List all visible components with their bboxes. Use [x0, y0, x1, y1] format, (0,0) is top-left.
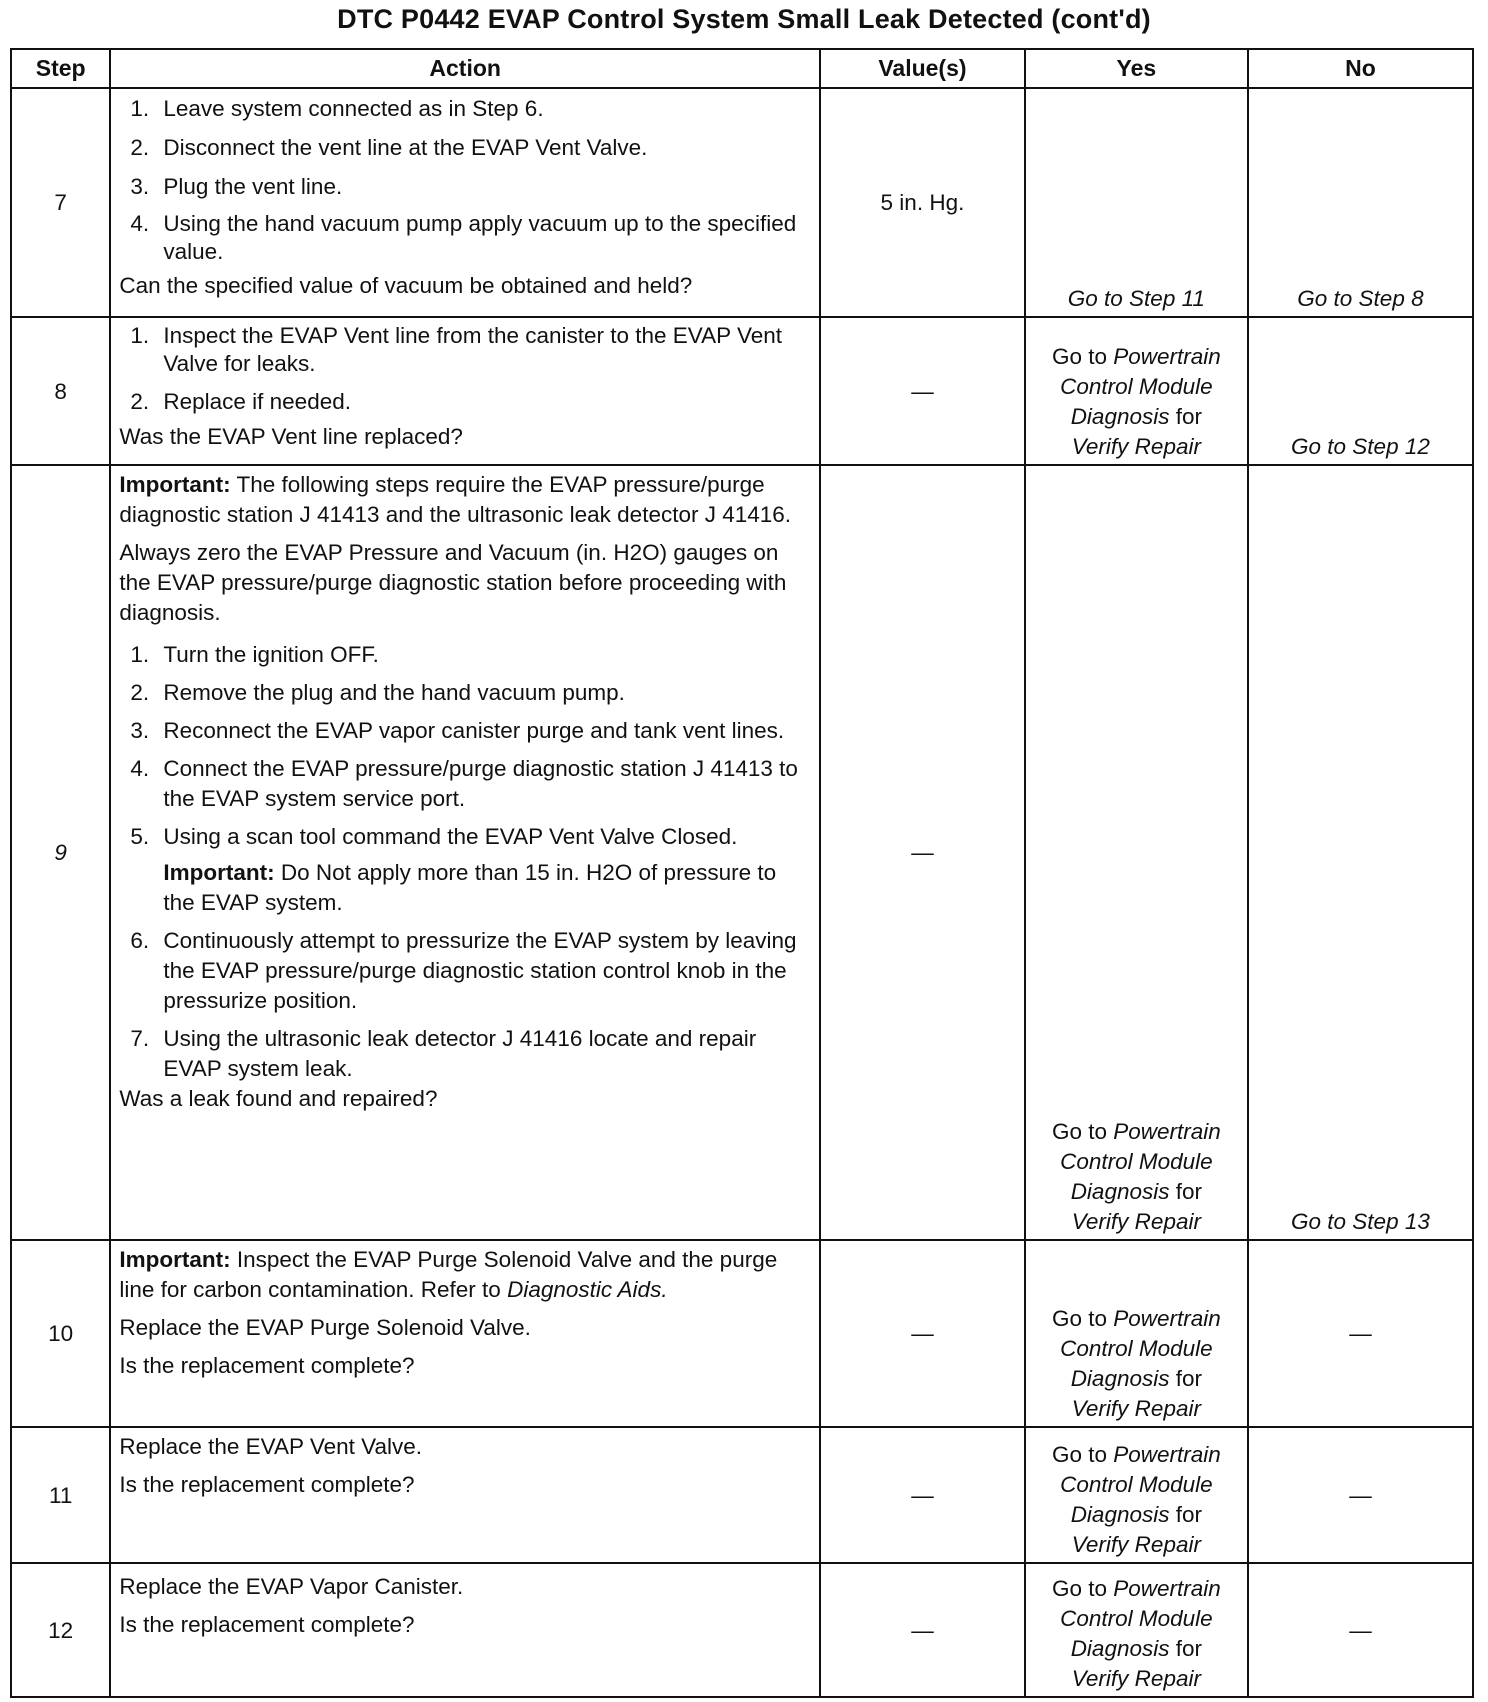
step-number: 8	[11, 317, 110, 465]
ref-link: Diagnosis	[1070, 1636, 1170, 1661]
ref-link: Verify Repair	[1071, 1209, 1201, 1234]
ref-link: Powertrain	[1113, 1119, 1221, 1144]
sub-important-note	[163, 858, 813, 918]
question: Can the specified value of vacuum be obtained and held?	[119, 273, 693, 298]
step-number: 9	[11, 465, 110, 1240]
step-number: 11	[11, 1427, 110, 1563]
yes-cell	[1025, 1427, 1248, 1563]
list-item: 3. Reconnect the EVAP vapor canister purge and tank vent lines.	[155, 716, 813, 746]
page-title: DTC P0442 EVAP Control System Small Leak Detected (cont'd)	[337, 4, 1151, 34]
yes-cell	[1025, 317, 1248, 465]
ref-link: Powertrain	[1113, 1306, 1221, 1331]
list-item: 7. Using the ultrasonic leak detector J 41416 locate and repair EVAP system leak.	[155, 1024, 813, 1084]
go-to: Go to	[1051, 1576, 1107, 1601]
ref-link: Diagnosis	[1070, 1502, 1170, 1527]
list-item: 2. Replace if needed.	[155, 386, 813, 417]
list-item: 1. Leave system connected as in Step 6.	[155, 93, 813, 124]
ref-link: Control Module	[1060, 374, 1213, 399]
question: Is the replacement complete?	[119, 1472, 415, 1497]
header-no: No	[1248, 49, 1473, 88]
go-to: Go to	[1051, 1119, 1107, 1144]
list-item: 2. Remove the plug and the hand vacuum pump.	[155, 678, 813, 708]
ref-link: Verify Repair	[1071, 1396, 1201, 1421]
ref-for: for	[1175, 1502, 1203, 1527]
ref-for: for	[1175, 1636, 1203, 1661]
ref-link: Diagnosis	[1070, 1179, 1170, 1204]
important-text: Inspect the EVAP Purge Solenoid Valve and the purge line for carbon contamination. Refer to	[119, 1247, 778, 1302]
action-list	[119, 640, 813, 1084]
yes-cell	[1025, 1563, 1248, 1697]
question: Is the replacement complete?	[119, 1612, 415, 1637]
question: Was the EVAP Vent line replaced?	[119, 424, 463, 449]
ref-link: Control Module	[1060, 1606, 1213, 1631]
ref-link: Verify Repair	[1071, 434, 1201, 459]
action-cell	[110, 465, 820, 1240]
note: Always zero the EVAP Pressure and Vacuum (in. H2O) gauges on the EVAP pressure/purge diagnostic station before proceeding with diagnosis.	[119, 540, 787, 625]
value-cell: 5 in. Hg.	[820, 88, 1025, 317]
header-row	[11, 49, 1473, 88]
important-label: Important:	[119, 472, 231, 497]
ref-link: Diagnosis	[1070, 404, 1170, 429]
value-cell: —	[820, 1563, 1025, 1697]
question: Was a leak found and repaired?	[119, 1086, 438, 1111]
ref-link: Control Module	[1060, 1149, 1213, 1174]
ref-for: for	[1175, 1179, 1203, 1204]
ref-link: Diagnostic Aids.	[507, 1277, 668, 1302]
important-label: Important:	[163, 860, 275, 885]
no-cell: Go to Step 12	[1248, 317, 1473, 465]
list-item: 1. Turn the ignition OFF.	[155, 640, 813, 670]
ref-link: Powertrain	[1113, 1442, 1221, 1467]
go-to: Go to	[1051, 344, 1107, 369]
no-cell: Go to Step 8	[1248, 88, 1473, 317]
list-item: 1. Inspect the EVAP Vent line from the canister to the EVAP Vent Valve for leaks.	[155, 322, 813, 378]
important-text: Do Not apply more than 15 in. H2O of pressure to the EVAP system.	[163, 860, 777, 915]
action-cell	[110, 88, 820, 317]
action-text: Replace the EVAP Vent Valve.	[119, 1434, 423, 1459]
ref-link: Control Module	[1060, 1472, 1213, 1497]
important-note	[119, 470, 813, 530]
important-text: The following steps require the EVAP pressure/purge diagnostic station J 41413 and the ultrasonic leak detector J 41416.	[119, 472, 792, 527]
action-list	[119, 322, 813, 417]
step-number: 12	[11, 1563, 110, 1697]
no-cell: —	[1248, 1240, 1473, 1427]
yes-cell: Go to Step 11	[1025, 88, 1248, 317]
header-yes: Yes	[1025, 49, 1248, 88]
no-cell: —	[1248, 1563, 1473, 1697]
action-cell	[110, 1563, 820, 1697]
table-row-step-12	[11, 1563, 1473, 1697]
step-number: 10	[11, 1240, 110, 1427]
value-cell: —	[820, 465, 1025, 1240]
ref-for: for	[1175, 1366, 1203, 1391]
ref-link: Powertrain	[1113, 344, 1221, 369]
important-note	[119, 1245, 813, 1305]
list-item: 2. Disconnect the vent line at the EVAP Vent Valve.	[155, 132, 813, 163]
table-row-step-8	[11, 317, 1473, 465]
list-item: 3. Plug the vent line.	[155, 171, 813, 202]
value-cell: —	[820, 317, 1025, 465]
diagnostic-table	[10, 48, 1474, 1698]
value-cell: —	[820, 1240, 1025, 1427]
header-step: Step	[11, 49, 110, 88]
table-row-step-11	[11, 1427, 1473, 1563]
ref-link: Diagnosis	[1070, 1366, 1170, 1391]
ref-link: Verify Repair	[1071, 1666, 1201, 1691]
list-item: 6. Continuously attempt to pressurize the EVAP system by leaving the EVAP pressure/purge diagnostic station control knob in the pressurize position.	[155, 926, 813, 1016]
action-text: Replace the EVAP Vapor Canister.	[119, 1574, 464, 1599]
no-cell: —	[1248, 1427, 1473, 1563]
go-to: Go to	[1051, 1306, 1107, 1331]
value-cell: —	[820, 1427, 1025, 1563]
ref-link: Verify Repair	[1071, 1532, 1201, 1557]
go-to: Go to	[1051, 1442, 1107, 1467]
action-text: Replace the EVAP Purge Solenoid Valve.	[119, 1315, 531, 1340]
list-item	[155, 822, 813, 918]
header-action: Action	[110, 49, 820, 88]
yes-cell	[1025, 465, 1248, 1240]
list-item-text: Using a scan tool command the EVAP Vent Valve Closed.	[163, 824, 738, 849]
list-item: 4. Using the hand vacuum pump apply vacuum up to the specified value.	[155, 210, 813, 266]
action-cell	[110, 317, 820, 465]
question: Is the replacement complete?	[119, 1353, 415, 1378]
action-cell	[110, 1427, 820, 1563]
step-number: 7	[11, 88, 110, 317]
table-row-step-10	[11, 1240, 1473, 1427]
list-item: 4. Connect the EVAP pressure/purge diagnostic station J 41413 to the EVAP system service port.	[155, 754, 813, 814]
no-cell: Go to Step 13	[1248, 465, 1473, 1240]
important-label: Important:	[119, 1247, 231, 1272]
action-cell	[110, 1240, 820, 1427]
ref-for: for	[1175, 404, 1203, 429]
action-list	[119, 93, 813, 266]
ref-link: Control Module	[1060, 1336, 1213, 1361]
ref-link: Powertrain	[1113, 1576, 1221, 1601]
yes-cell	[1025, 1240, 1248, 1427]
table-row-step-7	[11, 88, 1473, 317]
header-values: Value(s)	[820, 49, 1025, 88]
table-row-step-9	[11, 465, 1473, 1240]
